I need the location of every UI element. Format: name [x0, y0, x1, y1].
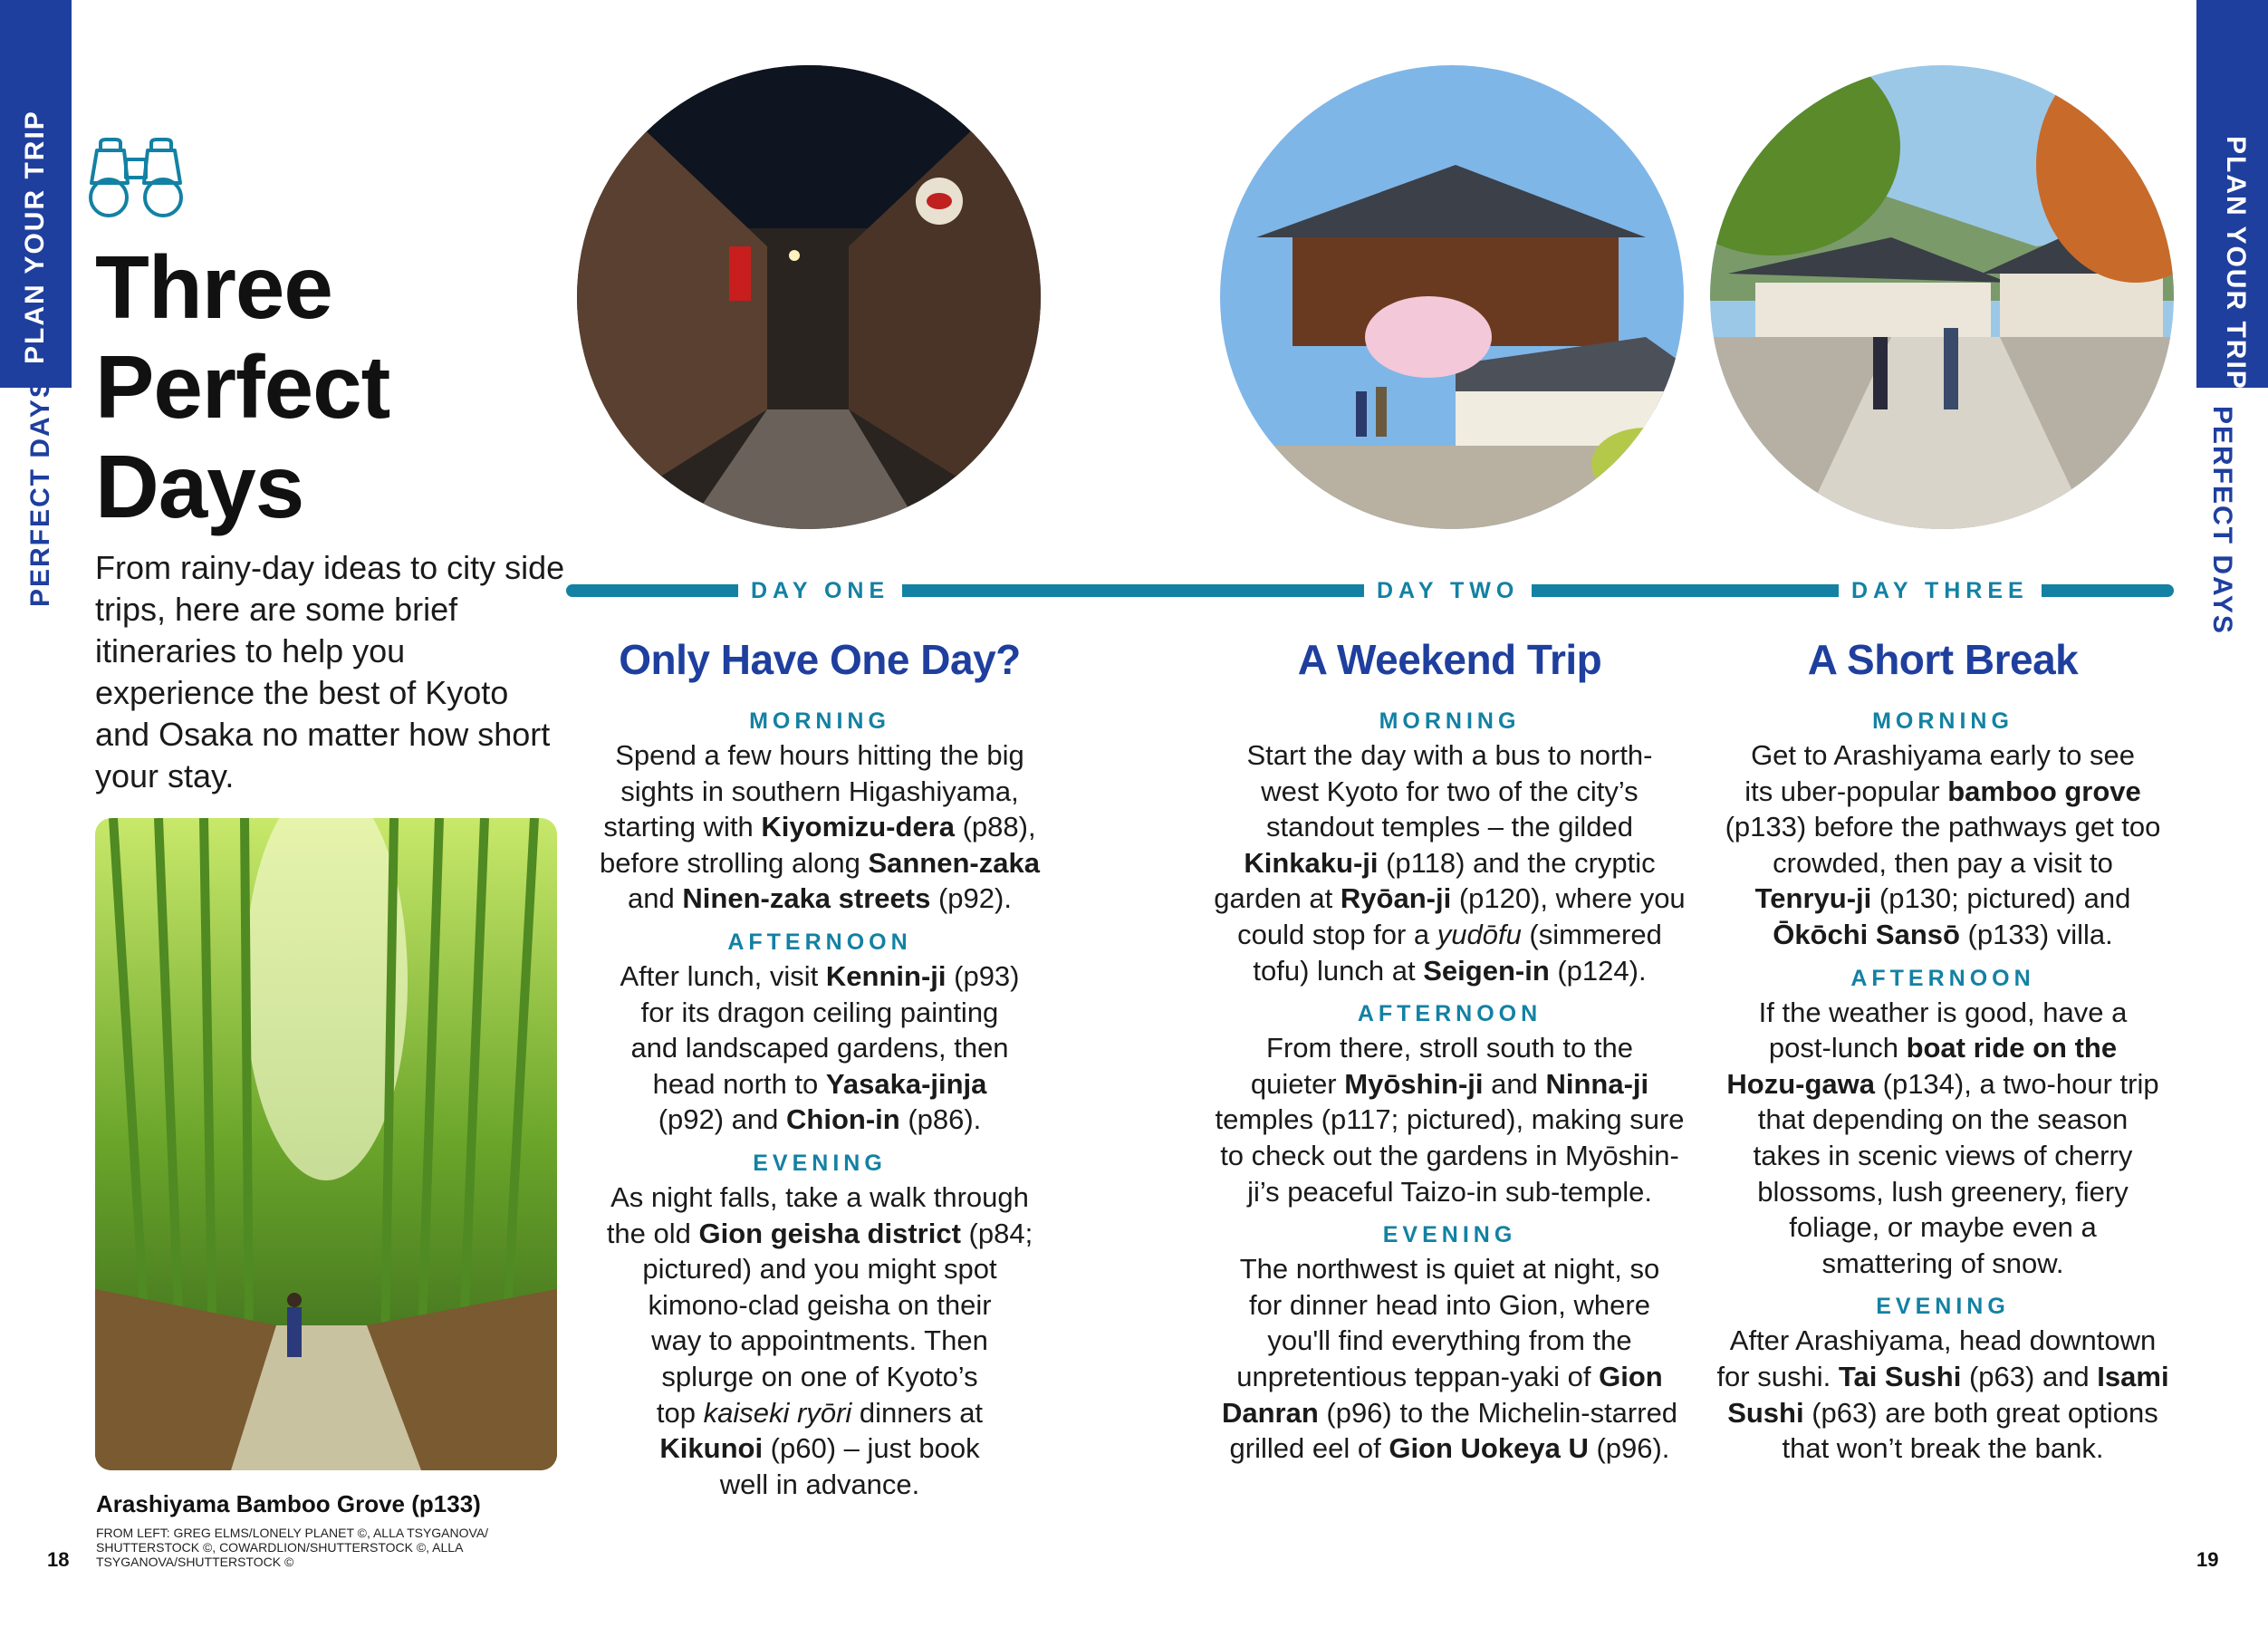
- gion-street-photo: [577, 65, 1041, 529]
- day-one-heading: Only Have One Day?: [619, 636, 1021, 683]
- day-one-morning-text: Spend a few hours hitting the big sights in southern Higashiyama, starting with Kiyomizu-dera (p88), before strolling along Sannen-zaka and Ninen-zaka streets (p92).: [600, 739, 1040, 915]
- day-three-label: DAY THREE: [1839, 574, 2042, 607]
- day-three-column: [1716, 629, 2169, 1476]
- day-three-morning-label: MORNING: [1872, 708, 2013, 734]
- right-section-tab: [2196, 0, 2268, 388]
- tenryu-ji-photo: [1710, 65, 2174, 529]
- page-number-left: 18: [47, 1548, 70, 1571]
- page-title: [95, 237, 389, 536]
- day-one-column: [593, 629, 1046, 1511]
- title-line-3: Days: [95, 437, 304, 536]
- day-two-label: DAY TWO: [1364, 574, 1532, 607]
- right-subsection-label: PERFECT DAYS: [2207, 406, 2237, 635]
- day-three-morning-text: Get to Arashiyama early to see its uber-popular bamboo grove (p133) before the pathways get too crowded, then pay a visit to Tenryu-ji (p130; pictured) and Ōkōchi Sansō (p133) villa.: [1725, 739, 2161, 950]
- day-one-label: DAY ONE: [738, 574, 902, 607]
- day-two-evening-text: The northwest is quiet at night, so for dinner head into Gion, where you'll find everything from the unpretentious teppan-yaki of Gion Danran (p96) to the Michelin-starred grilled eel of Gion Uokeya U (p96).: [1221, 1253, 1678, 1465]
- left-subsection-label: PERFECT DAYS: [25, 378, 55, 607]
- right-tab-label: PLAN YOUR TRIP: [2221, 136, 2251, 390]
- intro-paragraph: From rainy-day ideas to city side trips, here are some brief itineraries to help you experience the best of Kyoto and Osaka no matter how short your stay.: [95, 549, 565, 794]
- bamboo-grove-photo: [95, 818, 557, 1470]
- page-number-right: 19: [2196, 1548, 2219, 1571]
- photo-credits: FROM LEFT: GREG ELMS/LONELY PLANET ©, ALLA TSYGANOVA/ SHUTTERSTOCK ©, COWARDLION/SHUTTERSTOCK ©, ALLA TSYGANOVA/SHUTTERSTOCK ©: [96, 1526, 489, 1569]
- day-two-evening-label: EVENING: [1382, 1222, 1517, 1248]
- left-tab-label: PLAN YOUR TRIP: [20, 110, 50, 364]
- photo-caption: Arashiyama Bamboo Grove (p133): [96, 1490, 481, 1517]
- day-two-morning-text: Start the day with a bus to north- west Kyoto for two of the city’s standout temples – the gilded Kinkaku-ji (p118) and the cryptic garden at Ryōan-ji (p120), where you could stop for a yudōfu (simmered tofu) lunch at Seigen-in (p124).: [1214, 739, 1686, 987]
- day-two-afternoon-text: From there, stroll south to the quieter Myōshin-ji and Ninna-ji temples (p117; pictured), making sure to check out the gardens in Myōshin- ji’s peaceful Taizo-in sub-temple.: [1215, 1032, 1685, 1208]
- day-one-evening-text: As night falls, take a walk through the old Gion geisha district (p84; pictured) and you might spot kimono-clad geisha on their way to appointments. Then splurge on one of Kyoto’s top kaiseki ryōri dinners at Kikunoi (p60) – just book well in advance.: [606, 1180, 1033, 1500]
- day-one-afternoon-label: AFTERNOON: [727, 929, 912, 955]
- day-one-morning-label: MORNING: [749, 708, 890, 734]
- ninna-ji-temple-photo: [1220, 65, 1684, 529]
- day-three-afternoon-text: If the weather is good, have a post-lunch boat ride on the Hozu-gawa (p134), a two-hour trip that depending on the season takes in scenic views of cherry blossoms, lush greenery, fiery foliage, or maybe even a smattering of snow.: [1726, 996, 2159, 1279]
- title-line-1: Three: [95, 237, 332, 337]
- day-one-afternoon-text: After lunch, visit Kennin-ji (p93) for its dragon ceiling painting and landscaped gardens, then head north to Yasaka-jinja (p92) and Chion-in (p86).: [620, 959, 1020, 1136]
- day-three-heading: A Short Break: [1807, 636, 2079, 683]
- day-one-evening-label: EVENING: [753, 1150, 887, 1176]
- day-two-morning-label: MORNING: [1379, 708, 1521, 734]
- day-two-column: [1212, 629, 1687, 1476]
- day-two-afternoon-label: AFTERNOON: [1357, 1001, 1542, 1027]
- left-section-tab: [0, 0, 72, 388]
- day-two-heading: A Weekend Trip: [1297, 636, 1602, 683]
- binoculars-icon: [84, 138, 187, 224]
- day-three-evening-text: After Arashiyama, head downtown for sushi. Tai Sushi (p63) and Isami Sushi (p63) are both great options that won’t break the bank.: [1716, 1324, 2169, 1465]
- day-three-evening-label: EVENING: [1876, 1294, 2010, 1320]
- title-line-2: Perfect: [95, 337, 390, 437]
- day-three-afternoon-label: AFTERNOON: [1850, 965, 2035, 991]
